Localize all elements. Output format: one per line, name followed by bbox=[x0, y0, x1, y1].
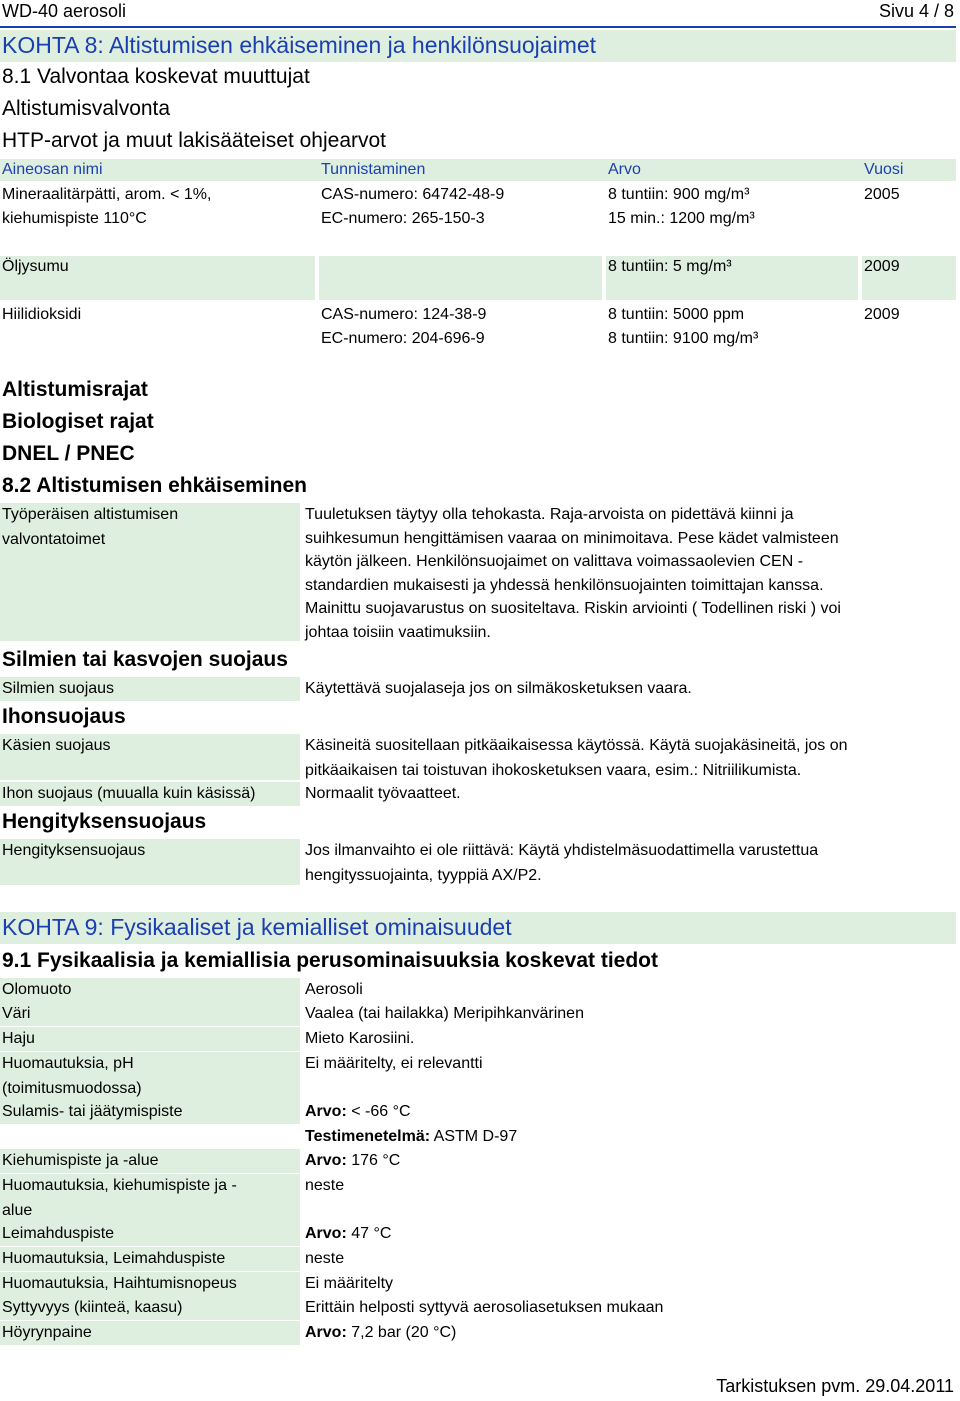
table-row-2-name: Öljysumu bbox=[2, 258, 69, 275]
prop-value-vapour-pressure: Arvo: 7,2 bar (20 °C) bbox=[305, 1324, 457, 1341]
prop-label-state: Olomuoto bbox=[0, 978, 300, 1002]
eye-protection-heading: Silmien tai kasvojen suojaus bbox=[2, 648, 288, 671]
col-header-id: Tunnistaminen bbox=[321, 161, 426, 178]
table-row-3-id: CAS-numero: 124-38-9 EC-numero: 204-696-9 bbox=[321, 306, 487, 347]
table-row-2-year: 2009 bbox=[864, 258, 900, 275]
skin-protection-text: Normaalit työvaatteet. bbox=[305, 785, 461, 802]
col-header-name: Aineosan nimi bbox=[2, 161, 103, 178]
prop-value-flash-notes: neste bbox=[305, 1250, 345, 1267]
prop-label-colour: Väri bbox=[0, 1002, 300, 1026]
workplace-controls-text: Tuuletuksen täytyy olla tehokasta. Raja-arvoista on pidettävä kiinni ja suihkesumun hengittämisen vaaraa on minimoitava. Pese kädet valmisteen käytön jälkeen. Henkilönsuojaimet on valittava voimassaolevien CEN - standardien mukaisesti ja yhdessä henkilönsuojainten toimittajan kanssa. Mainittu suojavarustus on suositeltava. Riskin arviointi ( Todellinen riski ) voi johtaa toisiin vaatimuksiin. bbox=[305, 506, 841, 641]
prop-label-melting: Sulamis- tai jäätymispiste bbox=[0, 1100, 300, 1124]
prop-value-boiling: Arvo: 176 °C bbox=[305, 1152, 401, 1169]
prop-value-evaporation: Ei määritelty bbox=[305, 1275, 394, 1292]
table-row-3-name: Hiilidioksidi bbox=[2, 306, 82, 323]
col-header-year: Vuosi bbox=[864, 161, 904, 178]
prop-label-flash: Leimahduspiste bbox=[0, 1222, 300, 1246]
biological-limits-heading: Biologiset rajat bbox=[2, 410, 154, 433]
prop-label-odour: Haju bbox=[0, 1027, 300, 1051]
hand-protection-label: Käsien suojaus bbox=[0, 734, 300, 780]
subsection-8-1: 8.1 Valvontaa koskevat muuttujat bbox=[2, 65, 310, 88]
table-header bbox=[0, 159, 956, 181]
prop-value-flammability: Erittäin helposti syttyvä aerosoliasetuksen mukaan bbox=[305, 1299, 664, 1316]
respiratory-label: Hengityksensuojaus bbox=[0, 839, 300, 885]
table-row-2-value: 8 tuntiin: 5 mg/m³ bbox=[608, 258, 732, 275]
prop-label-evaporation: Huomautuksia, Haihtumisnopeus bbox=[0, 1272, 300, 1296]
row-2-band-b bbox=[319, 256, 602, 300]
table-row-1-id: CAS-numero: 64742-48-9 EC-numero: 265-150-3 bbox=[321, 186, 505, 227]
hand-protection-text: Käsineitä suositellaan pitkäaikaisessa käytössä. Käytä suojakäsineitä, jos on pitkäaikaisen tai toistuvan ihokosketuksen vaara, esim.: Nitriilikumista. bbox=[305, 737, 848, 779]
respiratory-text: Jos ilmanvaihto ei ole riittävä: Käytä yhdistelmäsuodattimella varustettua hengityssuojainta, tyyppiä AX/P2. bbox=[305, 842, 819, 884]
product-name: WD-40 aerosoli bbox=[2, 1, 127, 21]
exposure-control-heading: Altistumisvalvonta bbox=[2, 97, 171, 120]
prop-value-melting: Arvo: < -66 °C Testimenetelmä: ASTM D-97 bbox=[305, 1103, 518, 1145]
table-row-3-value: 8 tuntiin: 5000 ppm 8 tuntiin: 9100 mg/m³ bbox=[608, 306, 759, 347]
table-row-3-year: 2009 bbox=[864, 306, 900, 323]
respiratory-heading: Hengityksensuojaus bbox=[2, 810, 207, 833]
htp-heading: HTP-arvot ja muut lakisääteiset ohjearvot bbox=[2, 129, 386, 152]
header-rule bbox=[0, 26, 956, 28]
page-number: Sivu 4 / 8 bbox=[878, 1, 954, 21]
prop-label-boiling-notes: Huomautuksia, kiehumispiste ja - alue bbox=[0, 1174, 300, 1222]
prop-label-boiling: Kiehumispiste ja -alue bbox=[0, 1149, 300, 1173]
exposure-limits-heading: Altistumisrajat bbox=[2, 378, 148, 401]
prop-label-ph: Huomautuksia, pH (toimitusmuodossa) bbox=[0, 1052, 300, 1100]
prop-label-flammability: Syttyvyys (kiinteä, kaasu) bbox=[0, 1296, 300, 1320]
revision-date: Tarkistuksen pvm. 29.04.2011 bbox=[716, 1376, 954, 1396]
table-row-1-value: 8 tuntiin: 900 mg/m³ 15 min.: 1200 mg/m³ bbox=[608, 186, 755, 227]
prop-value-state: Aerosoli bbox=[305, 981, 363, 998]
dnel-heading: DNEL / PNEC bbox=[2, 442, 135, 465]
prop-value-colour: Vaalea (tai hailakka) Meripihkanvärinen bbox=[305, 1005, 584, 1022]
section-8-title: KOHTA 8: Altistumisen ehkäiseminen ja henkilönsuojaimet bbox=[0, 30, 956, 62]
subsection-9-1: 9.1 Fysikaalisia ja kemiallisia perusominaisuuksia koskevat tiedot bbox=[2, 949, 658, 972]
subsection-8-2: 8.2 Altistumisen ehkäiseminen bbox=[2, 474, 308, 497]
prop-label-vapour-pressure: Höyrynpaine bbox=[0, 1321, 300, 1345]
col-header-value: Arvo bbox=[608, 161, 641, 178]
skin-protection-heading: Ihonsuojaus bbox=[2, 705, 126, 728]
prop-value-odour: Mieto Karosiini. bbox=[305, 1030, 415, 1047]
skin-protection-label: Ihon suojaus (muualla kuin käsissä) bbox=[0, 782, 300, 806]
prop-label-flash-notes: Huomautuksia, Leimahduspiste bbox=[0, 1247, 300, 1271]
table-row-1-name: Mineraalitärpätti, arom. < 1%, kiehumispiste 110°C bbox=[2, 186, 212, 227]
table-row-1-year: 2005 bbox=[864, 186, 900, 203]
eye-protection-text: Käytettävä suojalaseja jos on silmäkosketuksen vaara. bbox=[305, 680, 692, 697]
section-9-title: KOHTA 9: Fysikaaliset ja kemialliset ominaisuudet bbox=[0, 912, 956, 944]
prop-value-flash: Arvo: 47 °C bbox=[305, 1225, 392, 1242]
prop-value-ph: Ei määritelty, ei relevantti bbox=[305, 1055, 483, 1072]
prop-value-boiling-notes: neste bbox=[305, 1177, 345, 1194]
workplace-controls-label: Työperäisen altistumisen valvontatoimet bbox=[0, 503, 300, 641]
eye-protection-label: Silmien suojaus bbox=[0, 677, 300, 701]
